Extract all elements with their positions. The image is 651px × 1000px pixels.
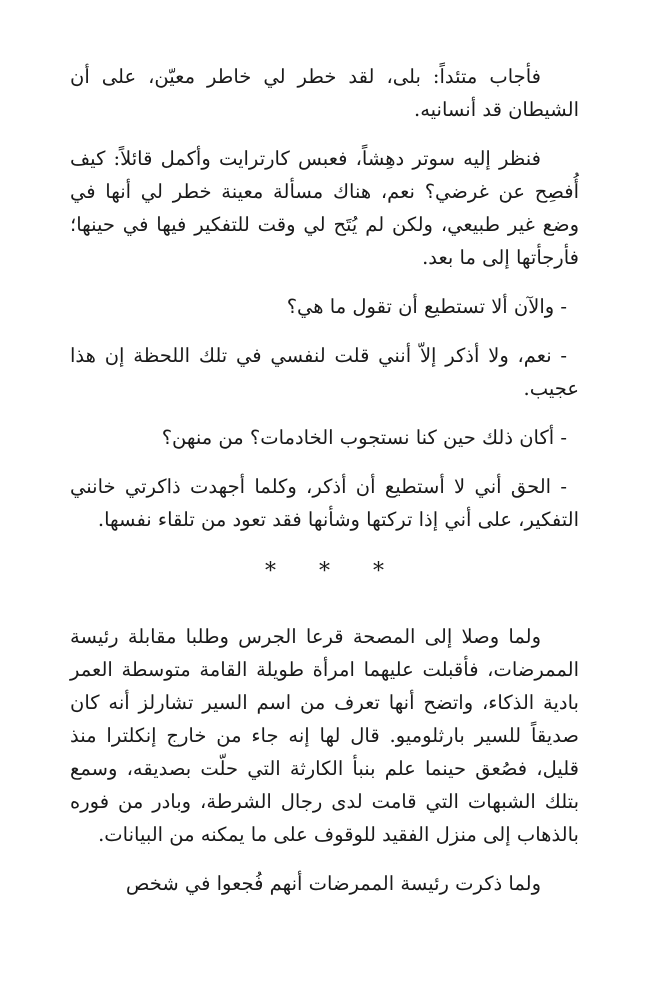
section-separator: * * * [265, 559, 402, 584]
paragraph-matron: ولما ذكرت رئيسة الممرضات أنهم فُجعوا في شخص [125, 872, 541, 895]
dialog-line-servants: - أكان ذلك حين كنا نستجوب الخادمات؟ من منهن؟ [161, 426, 567, 449]
dialog-line-memory: - الحق أني لا أستطيع أن أذكر، وكلما أجهدت ذاكرتي خانني التفكير، على أني إذا تركتها وشأنها فقد تعود من تلقاء نفسها. [70, 475, 579, 531]
dialog-line-question: - والآن ألا تستطيع أن تقول ما هي؟ [286, 295, 567, 318]
paragraph-answer: فأجاب متئداً: بلى، لقد خطر لي خاطر معيّن، على أن الشيطان قد أنسانيه. [70, 65, 579, 121]
dialog-line-reply: - نعم، ولا أذكر إلاّ أنني قلت لنفسي في تلك اللحظة إن هذا عجيب. [70, 344, 579, 400]
paragraph-surprise: فنظر إليه سوتر دهِشاً، فعبس كارترايت وأكمل قائلاً: كيف أُفصِح عن غرضي؟ نعم، هناك مسألة معينة خطر لي أنها في وضع غير طبيعي، ولكن لم يُتَح لي وقت للتفكير فيها في حينها؛ فأرجأتها إلى ما بعد. [70, 147, 579, 269]
paragraph-sanatorium: ولما وصلا إلى المصحة قرعا الجرس وطلبا مقابلة رئيسة الممرضات، فأقبلت عليهما امرأة طويلة القامة متوسطة العمر بادية الذكاء، واتضح أنها تعرف من اسم السير تشارلز أنه كان صديقاً للسير بارثلوميو. قال لها إنه جاء من خارج إنكلترا منذ قليل، فصُعق حينما علم بنبأ الكارثة التي حلّت بصديقه، وسمع بتلك الشبهات التي قامت لدى رجال الشرطة، وبادر من فوره بالذهاب إلى منزل الفقيد للوقوف على ما يمكنه من البيانات. [70, 625, 579, 846]
